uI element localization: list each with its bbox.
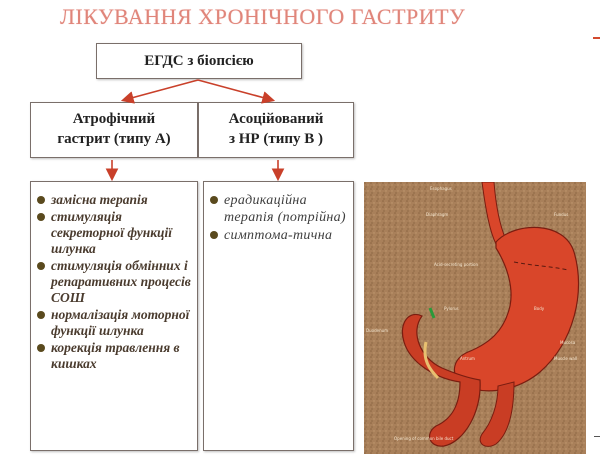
treatment-a-item <box>37 258 191 306</box>
label-bile-duct: Opening of common bile duct <box>394 436 454 441</box>
label-antrum: Antrum <box>460 356 475 361</box>
arrow-root-to-a <box>124 80 198 100</box>
treatment-a-text: стимуляція обмінних і репаративних процесів СОШ <box>51 258 191 305</box>
treatment-a-text: стимуляція секреторної функції шлунка <box>51 209 173 256</box>
type-a-line1: Атрофічний <box>72 111 156 127</box>
type-b-line2: з НР (типу В ) <box>228 131 323 147</box>
treatment-a-item <box>37 307 191 339</box>
bullet-icon <box>210 231 218 239</box>
treatment-a-text: корекція травлення в кишках <box>51 340 180 371</box>
label-esophagus: Esophagus <box>430 186 452 191</box>
type-a-line2: гастрит (типу А) <box>57 131 171 147</box>
page-title: ЛІКУВАННЯ ХРОНІЧНОГО ГАСТРИТУ <box>60 4 466 29</box>
treatment-b-box <box>203 181 354 451</box>
label-pylorus: Pylorus <box>444 306 459 311</box>
treatment-b-text: ерадикаційна терапія (потрійна) <box>224 193 346 225</box>
egds-biopsy-box: ЕГДС з біопсією <box>96 43 302 79</box>
treatment-a-text: замісна терапія <box>51 192 148 207</box>
bullet-icon <box>210 196 218 204</box>
bullet-icon <box>37 213 45 221</box>
treatment-a-text: нормалізація моторної функції шлунка <box>51 307 190 338</box>
label-mucosa: Mucosa <box>560 340 576 345</box>
label-fundus: Fundus <box>554 212 569 217</box>
label-muscle: Muscle wall <box>554 356 578 361</box>
type-b-line1: Асоційований <box>228 111 324 127</box>
bullet-icon <box>37 262 45 270</box>
label-body: Body <box>534 306 545 311</box>
treatment-b-list <box>210 192 347 244</box>
treatment-b-text: симптома-тична <box>224 228 333 243</box>
treatment-a-item <box>37 340 191 372</box>
treatment-b-item <box>210 192 347 226</box>
treatment-a-list <box>37 192 191 372</box>
treatment-b-item <box>210 227 347 244</box>
label-duodenum: Duodenum <box>366 328 389 333</box>
bullet-icon <box>37 344 45 352</box>
bullet-icon <box>37 311 45 319</box>
treatment-a-item <box>37 209 191 257</box>
stomach-anatomy-image <box>364 182 586 454</box>
label-acid: Acid-secreting portion <box>434 262 479 267</box>
arrow-root-to-b <box>198 80 272 100</box>
label-diaphragm: Diaphragm <box>426 212 449 217</box>
treatment-a-item <box>37 192 191 208</box>
bullet-icon <box>37 196 45 204</box>
treatment-a-box <box>30 181 198 451</box>
